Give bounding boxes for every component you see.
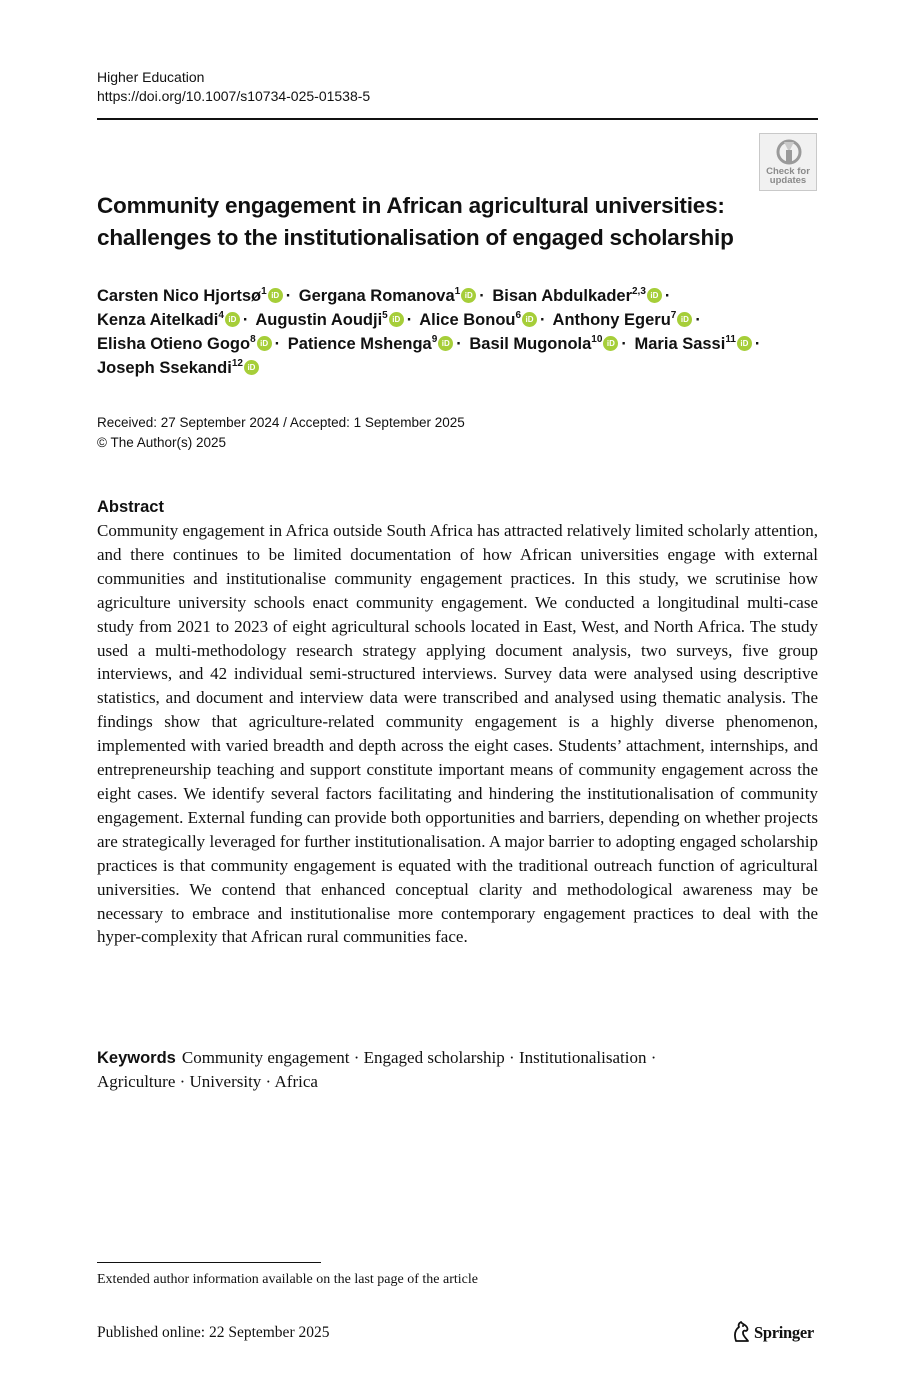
author-item xyxy=(97,311,251,329)
author-separator: · xyxy=(664,287,671,305)
author-name[interactable]: Kenza Aitelkadi xyxy=(97,311,219,329)
author-affiliation-number: 1 xyxy=(454,286,461,297)
check-for-updates-icon xyxy=(775,138,803,166)
article-title xyxy=(97,190,777,254)
author-item xyxy=(419,311,548,329)
author-separator: · xyxy=(621,335,627,353)
copyright-notice: © The Author(s) 2025 xyxy=(97,435,227,450)
author-item xyxy=(469,335,630,353)
header-rule xyxy=(97,118,818,120)
title-line-2: challenges to the institutionalisation of engaged scholarship xyxy=(97,225,734,250)
author-separator: · xyxy=(285,287,292,305)
orcid-icon[interactable] xyxy=(257,336,272,351)
author-item xyxy=(97,335,283,353)
journal-header xyxy=(97,68,370,106)
abstract-heading: Abstract xyxy=(97,498,164,516)
received-accepted-dates: Received: 27 September 2024 / Accepted: 1 September 2025 xyxy=(97,415,465,430)
author-item xyxy=(492,287,673,305)
orcid-icon[interactable] xyxy=(677,312,692,327)
author-affiliation-number: 5 xyxy=(382,310,388,321)
author-name[interactable]: Joseph Ssekandi xyxy=(97,359,232,377)
author-name[interactable]: Carsten Nico Hjortsø xyxy=(97,287,262,305)
publisher-name: Springer xyxy=(754,1323,814,1342)
journal-name: Higher Education xyxy=(97,69,205,85)
author-affiliation-number: 12 xyxy=(231,358,243,369)
footnote-rule xyxy=(97,1262,321,1263)
author-affiliation-number: 4 xyxy=(218,310,224,321)
keywords-line-1: Community engagement · Engaged scholarship · Institutionalisation · xyxy=(181,1048,657,1067)
author-affiliation-number: 8 xyxy=(250,334,256,345)
author-item xyxy=(299,287,488,305)
author-separator: · xyxy=(274,335,281,353)
orcid-icon[interactable] xyxy=(389,312,404,327)
keywords-section xyxy=(97,1046,797,1094)
author-affiliation-number: 10 xyxy=(591,334,603,345)
author-affiliation-number: 11 xyxy=(725,334,736,345)
author-name[interactable]: Gergana Romanova xyxy=(298,287,455,305)
author-separator: · xyxy=(479,287,485,305)
author-name[interactable]: Augustin Aoudji xyxy=(255,311,383,329)
author-separator: · xyxy=(456,335,462,353)
author-list xyxy=(97,284,827,380)
author-name[interactable]: Maria Sassi xyxy=(634,335,726,353)
author-affiliation-number: 9 xyxy=(431,334,438,345)
author-name[interactable]: Elisha Otieno Gogo xyxy=(97,335,251,353)
author-item xyxy=(97,359,259,377)
orcid-icon[interactable] xyxy=(647,288,662,303)
orcid-icon[interactable] xyxy=(438,336,453,351)
author-item xyxy=(635,335,764,353)
author-affiliation-number: 7 xyxy=(670,310,677,321)
author-affiliation-number: 2,3 xyxy=(632,286,646,297)
author-item xyxy=(553,311,704,329)
keywords-label: Keywords xyxy=(97,1049,176,1067)
orcid-icon[interactable] xyxy=(225,312,240,327)
check-for-updates-badge[interactable] xyxy=(759,133,817,191)
keywords-line-2: Agriculture · University · Africa xyxy=(97,1072,318,1091)
article-dates xyxy=(97,413,465,453)
orcid-icon[interactable] xyxy=(522,312,537,327)
author-separator: · xyxy=(754,335,761,353)
springer-horse-icon xyxy=(730,1321,750,1343)
author-separator: · xyxy=(540,311,546,329)
author-item xyxy=(97,287,294,305)
author-separator: · xyxy=(406,311,413,329)
title-line-1: Community engagement in African agricultural universities: xyxy=(97,193,725,218)
check-for-updates-label: Check for updates xyxy=(766,166,810,186)
author-name[interactable]: Bisan Abdulkader xyxy=(492,287,632,305)
author-affiliation-number: 6 xyxy=(515,310,522,321)
author-separator: · xyxy=(695,311,701,329)
doi-link[interactable]: https://doi.org/10.1007/s10734-025-01538-5 xyxy=(97,88,371,104)
published-online-date: Published online: 22 September 2025 xyxy=(97,1324,330,1341)
footnote: Extended author information available on the last page of the article xyxy=(97,1272,478,1287)
author-name[interactable]: Patience Mshenga xyxy=(287,335,432,353)
author-affiliation-number: 1 xyxy=(261,286,267,297)
author-item xyxy=(255,311,415,329)
author-name[interactable]: Alice Bonou xyxy=(419,311,516,329)
orcid-icon[interactable] xyxy=(461,288,476,303)
author-name[interactable]: Anthony Egeru xyxy=(552,311,671,329)
orcid-icon[interactable] xyxy=(737,336,752,351)
abstract-text: Community engagement in Africa outside South Africa has attracted relatively limited scholarly attention, and there continues to be limited documentation of how African universities engage with external communities and institutionalise community engagement practices. In this study, we scrutinise how agriculture university schools enact community engagement. We conducted a longitudinal multi-case study from 2021 to 2023 of eight agricultural schools located in East, West, and North Africa. The study used a multi-methodology research strategy applying document analysis, two surveys, five group interviews, and 42 individual semi-structured interviews. Survey data were analysed using descriptive statistics, and document and interview data were transcribed and analysed using thematic analysis. The findings show that agriculture-related community engagement is a highly diverse phenomenon, implemented with varied breadth and depth across the eight cases. Students’ attachment, internships, and entrepreneurship teaching and support constitute important means of community engagement across the eight cases. We identify several factors facilitating and hindering the institutionalisation of community engagement. External funding can provide both opportunities and barriers, depending on whether projects are strategically leveraged for further institutionalisation. A major barrier to adopting engaged scholarship practices is that community engagement is equated with the traditional outreach function of agricultural universities. We contend that enhanced conceptual clarity and methodological awareness may be necessary to embrace and institutionalise more contemporary engagement practices to deal with the hyper-complexity that African rural communities face. xyxy=(97,521,818,947)
author-name[interactable]: Basil Mugonola xyxy=(469,335,592,353)
orcid-icon[interactable] xyxy=(603,336,618,351)
author-separator: · xyxy=(242,311,249,329)
orcid-icon[interactable] xyxy=(244,360,259,375)
author-item xyxy=(288,335,465,353)
orcid-icon[interactable] xyxy=(268,288,283,303)
